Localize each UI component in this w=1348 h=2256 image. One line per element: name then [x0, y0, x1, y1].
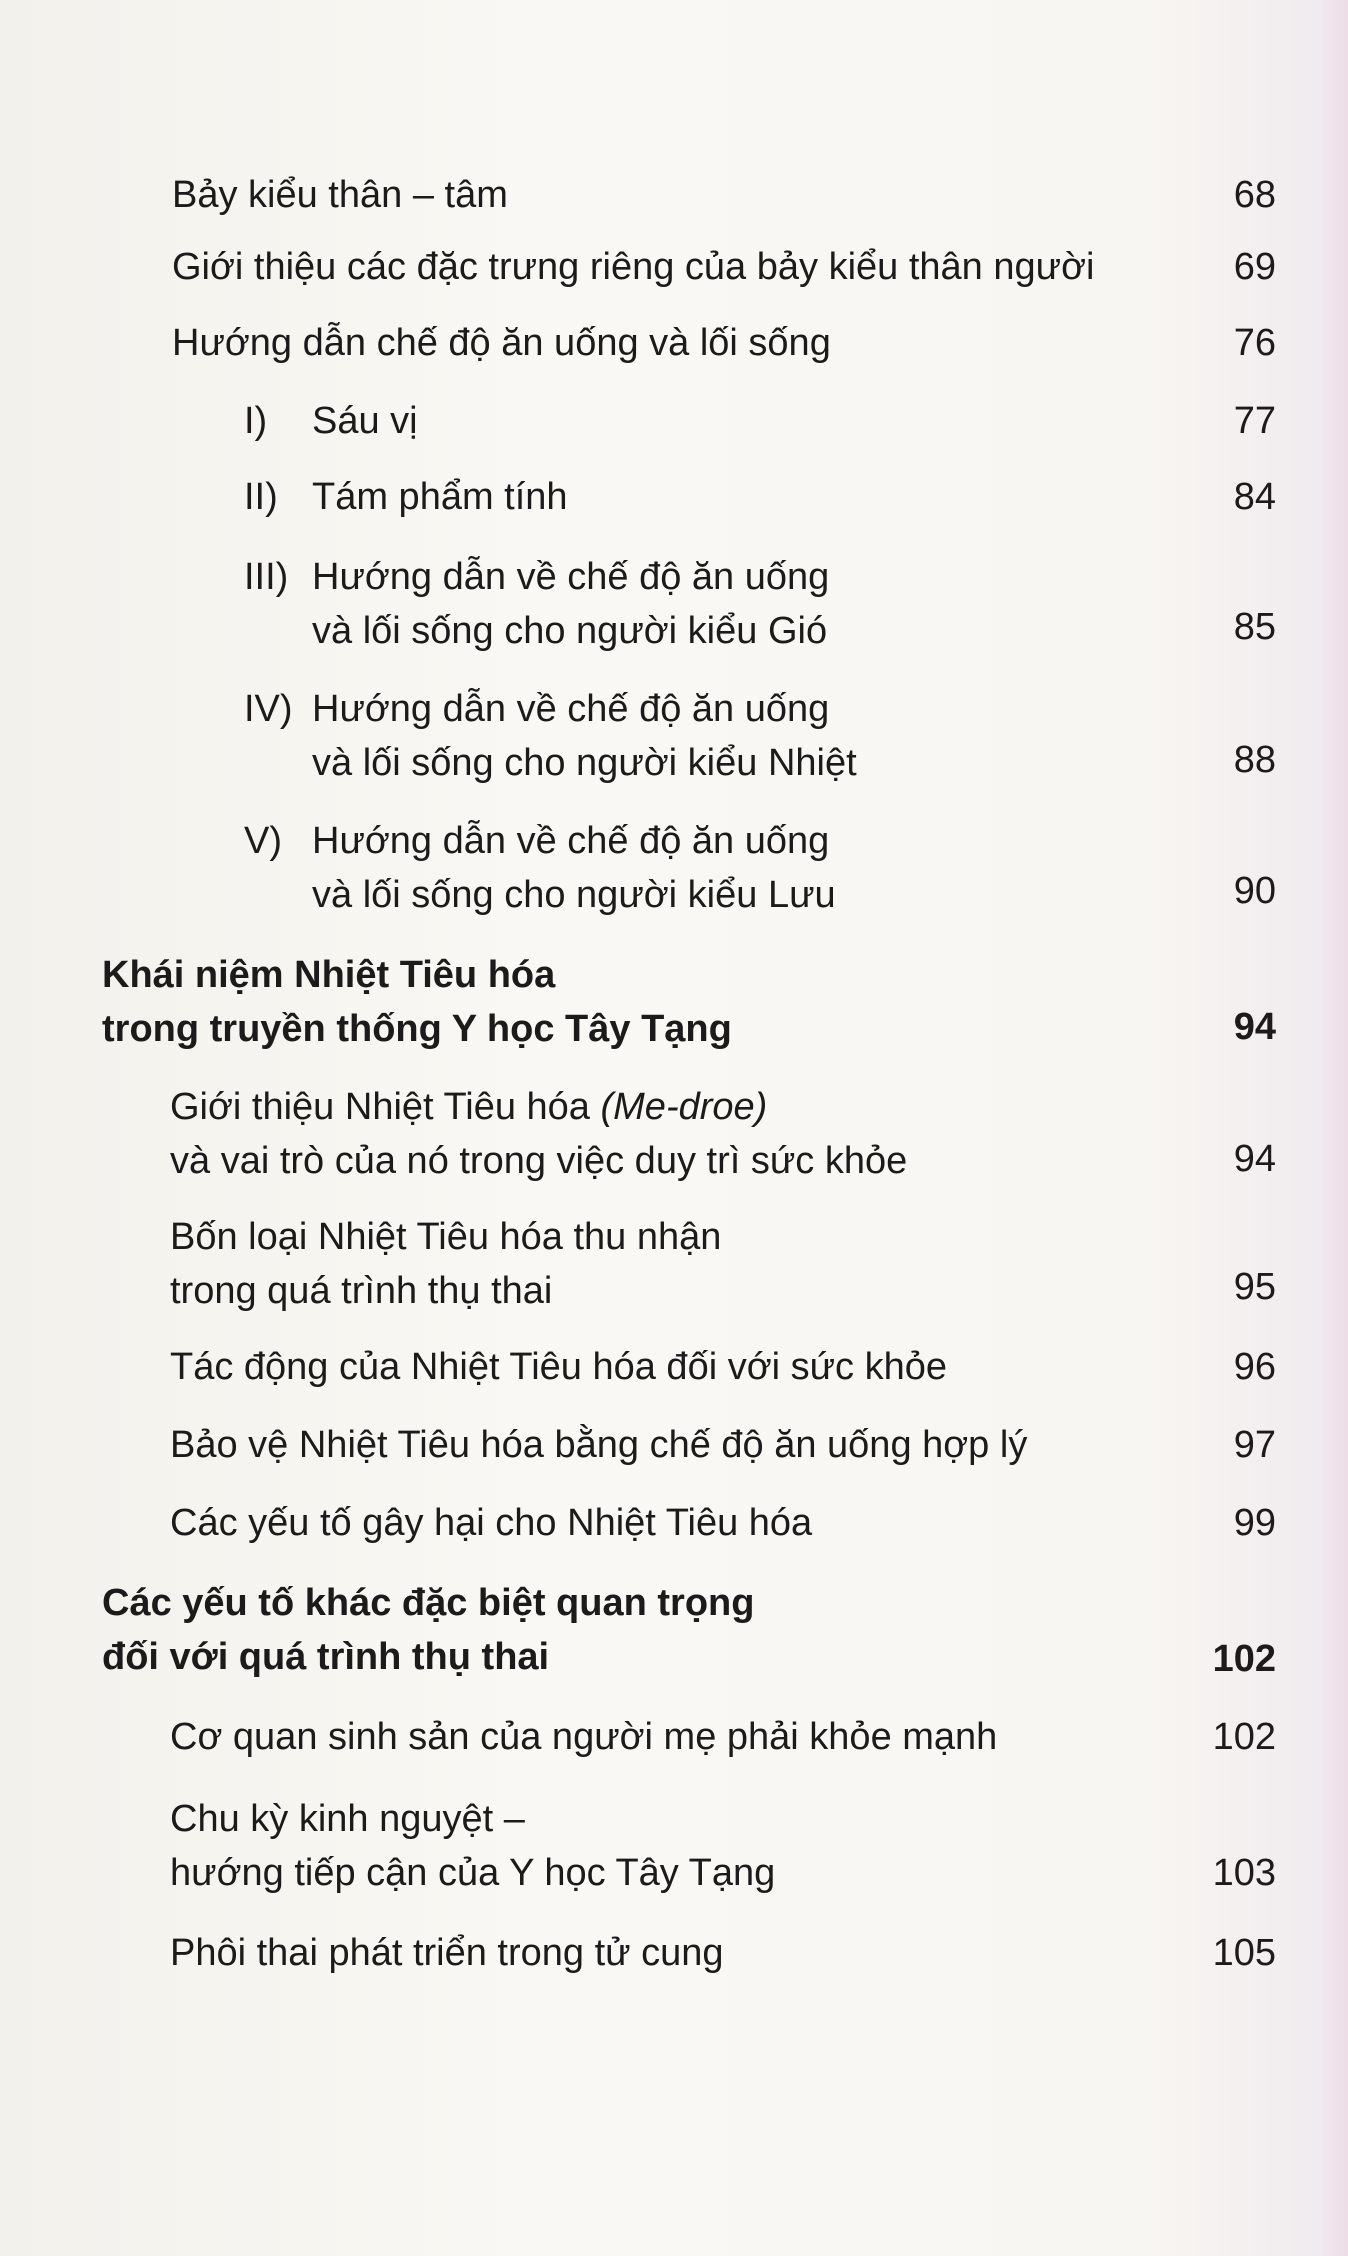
toc-entry-line: và lối sống cho người kiểu Gió	[312, 610, 828, 652]
toc-entry-line: và lối sống cho người kiểu Nhiệt	[312, 742, 857, 784]
toc-entry-label: Các yếu tố gây hại cho Nhiệt Tiêu hóa	[170, 1502, 813, 1544]
toc-page-number: 102	[1212, 1638, 1276, 1680]
toc-entry-label: Cơ quan sinh sản của người mẹ phải khỏe mạnh	[170, 1716, 998, 1758]
toc-page-number: 97	[1233, 1424, 1276, 1466]
toc-entry-line: Hướng dẫn về chế độ ăn uống	[312, 556, 830, 598]
toc-page-number: 102	[1212, 1716, 1276, 1758]
toc-heading-line: Các yếu tố khác đặc biệt quan trọng	[102, 1582, 755, 1624]
toc-entry-label: Hướng dẫn chế độ ăn uống và lối sống	[172, 322, 831, 364]
toc-page-number: 88	[1233, 739, 1276, 781]
toc-subentry-number: I)	[244, 400, 268, 442]
toc-entry-line: Hướng dẫn về chế độ ăn uống	[312, 820, 830, 862]
toc-entry-label: Tám phẩm tính	[312, 476, 568, 518]
toc-subentry-number: V)	[244, 820, 282, 862]
toc-entry-label: Bảo vệ Nhiệt Tiêu hóa bằng chế độ ăn uống hợp lý	[170, 1424, 1028, 1466]
toc-page-number: 69	[1233, 246, 1276, 288]
toc-page-number: 94	[1233, 1138, 1276, 1180]
toc-entry-line: Bốn loại Nhiệt Tiêu hóa thu nhận	[170, 1216, 722, 1258]
toc-entry-line: và lối sống cho người kiểu Lưu	[312, 874, 836, 916]
toc-entry-label: Giới thiệu các đặc trưng riêng của bảy kiểu thân người	[172, 246, 1095, 288]
toc-page-number: 77	[1233, 400, 1276, 442]
toc-entry-label: Bảy kiểu thân – tâm	[172, 174, 508, 216]
toc-page-number: 85	[1233, 606, 1276, 648]
toc-page-number: 96	[1233, 1346, 1276, 1388]
toc-entry-label: Sáu vị	[312, 400, 418, 442]
toc-entry-line: trong quá trình thụ thai	[170, 1270, 553, 1312]
toc-entry-line: Chu kỳ kinh nguyệt –	[170, 1798, 525, 1840]
toc-page-number: 99	[1233, 1502, 1276, 1544]
toc-subentry-number: II)	[244, 476, 278, 518]
toc-page-number: 103	[1212, 1852, 1276, 1894]
toc-entry-line: Hướng dẫn về chế độ ăn uống	[312, 688, 830, 730]
toc-heading-line: trong truyền thống Y học Tây Tạng	[102, 1008, 732, 1050]
toc-heading-line: Khái niệm Nhiệt Tiêu hóa	[102, 954, 556, 996]
toc-subentry-number: III)	[244, 556, 289, 598]
toc-page-number: 94	[1233, 1006, 1276, 1048]
toc-entry-label: Tác động của Nhiệt Tiêu hóa đối với sức khỏe	[170, 1346, 948, 1388]
toc-entry-line: và vai trò của nó trong việc duy trì sức khỏe	[170, 1140, 908, 1182]
toc-entry-label: Phôi thai phát triển trong tử cung	[170, 1932, 724, 1974]
toc-page-number: 84	[1233, 476, 1276, 518]
toc-page-number: 90	[1233, 870, 1276, 912]
toc-heading-line: đối với quá trình thụ thai	[102, 1636, 550, 1678]
toc-page-number: 68	[1233, 174, 1276, 216]
toc-page-number: 95	[1233, 1266, 1276, 1308]
toc-page-number: 105	[1212, 1932, 1276, 1974]
toc-entry-line: hướng tiếp cận của Y học Tây Tạng	[170, 1852, 776, 1894]
toc-page-number: 76	[1233, 322, 1276, 364]
toc-subentry-number: IV)	[244, 688, 293, 730]
toc-entry-term: (Me-droe)	[600, 1086, 768, 1128]
toc-entry-line: Giới thiệu Nhiệt Tiêu hóa	[170, 1086, 601, 1128]
